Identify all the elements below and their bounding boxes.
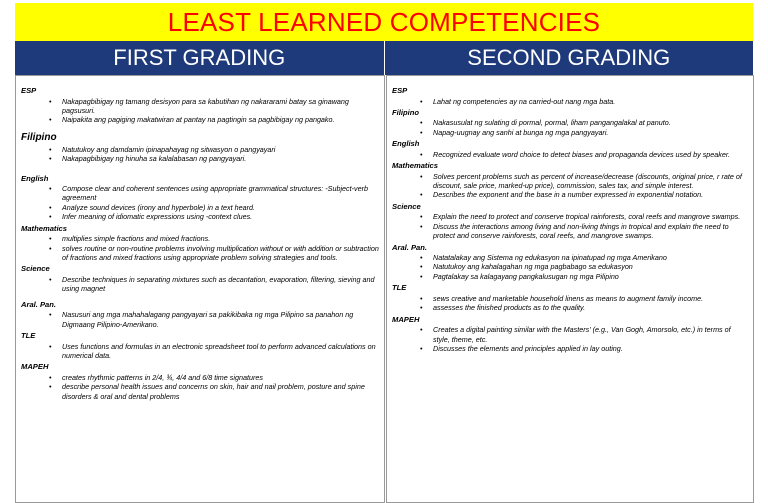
subject-heading: Filipino <box>21 131 57 143</box>
competency-item: • Nasusuri ang mga mahahalagang pangyayari sa pakikibaka ng mga Pilipino sa panahon ng Digmaang Pilipino-Amerikano. <box>62 310 380 329</box>
competency-item: • Natutukoy ang kahalagahan ng mga pagbabago sa edukasyon <box>433 262 749 271</box>
competency-list <box>20 310 380 329</box>
subject-heading: MAPEH <box>21 362 49 372</box>
slide-title: LEAST LEARNED COMPETENCIES <box>167 6 601 37</box>
second-grading-column <box>386 75 754 503</box>
competency-item: • creates rhythmic patterns in 2/4, ¾, 4/4 and 6/8 time signatures <box>62 373 380 382</box>
subject-heading: Aral. Pan. <box>21 299 57 309</box>
subject-heading: Aral. Pan. <box>392 242 428 252</box>
competency-item: • Recognized evaluate word choice to detect biases and propaganda devices used by speaker. <box>433 150 749 159</box>
competency-list <box>391 212 749 240</box>
subject-heading: ESP <box>392 86 408 95</box>
competency-item: • solves routine or non-routine problems involving multiplication without or with addition or subtraction of fractions and mixed fractions using appropriate problem solving strategies and tools. <box>62 244 380 263</box>
competency-item: • Nakasusulat ng sulating di pormal, pormal, liham pangangalakal at panuto. <box>433 118 749 127</box>
column-headers <box>15 41 753 75</box>
competency-item: • Naipakita ang pagiging makatwiran at pantay na pagtingin sa pagbibigay ng pangako. <box>62 115 380 124</box>
competency-list <box>20 97 380 125</box>
competency-item: • Describes the exponent and the base in a number expressed in exponential notation. <box>433 190 749 199</box>
subject-heading: English <box>392 139 420 149</box>
first-grading-header: FIRST GRADING <box>15 41 385 75</box>
competency-list <box>391 294 749 313</box>
competency-list <box>391 150 749 159</box>
competency-list <box>391 253 749 281</box>
competency-item: • Explain the need to protect and conserve tropical rainforests, coral reefs and mangrove swamps. <box>433 212 749 221</box>
competency-list <box>391 325 749 353</box>
subject-heading: English <box>21 173 49 183</box>
competency-list <box>20 342 380 361</box>
competency-item: • Discusses the elements and principles applied in lay outing. <box>433 344 749 353</box>
competency-item: • Uses functions and formulas in an electronic spreadsheet tool to perform advanced calculations on numerical data. <box>62 342 380 361</box>
competency-list <box>391 118 749 137</box>
competency-item: • Nakapagbibigay ng hinuha sa kalalabasan ng pangyayari. <box>62 154 380 163</box>
competency-item: • Lahat ng competencies ay na carried-out nang mga bata. <box>433 97 749 106</box>
competency-item: • assesses the finished products as to the quality. <box>433 303 749 312</box>
subject-heading: TLE <box>392 283 407 293</box>
competency-item: • describe personal health issues and concerns on skin, hair and nail problem, posture and spine disorders & oral and dental problems <box>62 382 380 401</box>
title-banner <box>15 3 753 41</box>
subject-heading: ESP <box>21 86 37 95</box>
competency-item: • Analyze sound devices (irony and hyperbole) in a text heard. <box>62 203 380 212</box>
subject-heading: Science <box>392 201 421 211</box>
first-grading-column <box>15 75 385 503</box>
competency-item: • Nakapagbibigay ng tamang desisyon para sa kabutihan ng nakararami batay sa ginawang pagsusuri. <box>62 97 380 116</box>
subject-heading: MAPEH <box>392 314 420 324</box>
competency-list <box>391 172 749 200</box>
competency-list <box>20 234 380 262</box>
competency-list <box>20 373 380 401</box>
competency-item: • Infer meaning of idiomatic expressions using -context clues. <box>62 212 380 221</box>
competency-item: • Natatalakay ang Sistema ng edukasyon na ipinatupad ng mga Amerikano <box>433 253 749 262</box>
competency-item: • Discuss the interactions among living and non-living things in tropical and explain the need to protect and conserve rainforests, coral reefs, and mangrove swamps. <box>433 222 749 241</box>
competency-item: • Compose clear and coherent sentences using appropriate grammatical structures: -Subject-verb agreement <box>62 184 380 203</box>
competency-item: • Pagtalakay sa kalagayang pangkalusugan ng mga Pilipino <box>433 272 749 281</box>
competency-item: • Natutukoy ang damdamin ipinapahayag ng sitwasyon o pangyayari <box>62 145 380 154</box>
competency-item: • Napag-uugnay ang sanhi at bunga ng mga pangyayari. <box>433 128 749 137</box>
competency-item: • Creates a digital painting similar with the Masters' (e.g., Van Gogh, Amorsolo, etc.) in terms of style, theme, etc. <box>433 325 749 344</box>
competency-list <box>20 145 380 164</box>
competency-item: • sews creative and marketable household linens as means to augment family income. <box>433 294 749 303</box>
subject-heading: Filipino <box>392 107 419 117</box>
subject-heading: Mathematics <box>392 161 439 171</box>
second-grading-header: SECOND GRADING <box>385 41 754 75</box>
competency-item: • multiplies simple fractions and mixed fractions. <box>62 234 380 243</box>
subject-heading: TLE <box>21 331 36 340</box>
competency-list <box>20 275 380 294</box>
competency-list <box>20 184 380 222</box>
subject-heading: Science <box>21 264 50 274</box>
competency-list <box>391 97 749 106</box>
subject-heading: Mathematics <box>21 223 68 233</box>
competency-item: • Describe techniques in separating mixtures such as decantation, evaporation, filtering, sieving and using magnet <box>62 275 380 294</box>
competency-item: • Solves percent problems such as percent of increase/decrease (discounts, original price, r rate of discount, sale price, marked-up price), commission, sales tax, and simple interest. <box>433 172 749 191</box>
